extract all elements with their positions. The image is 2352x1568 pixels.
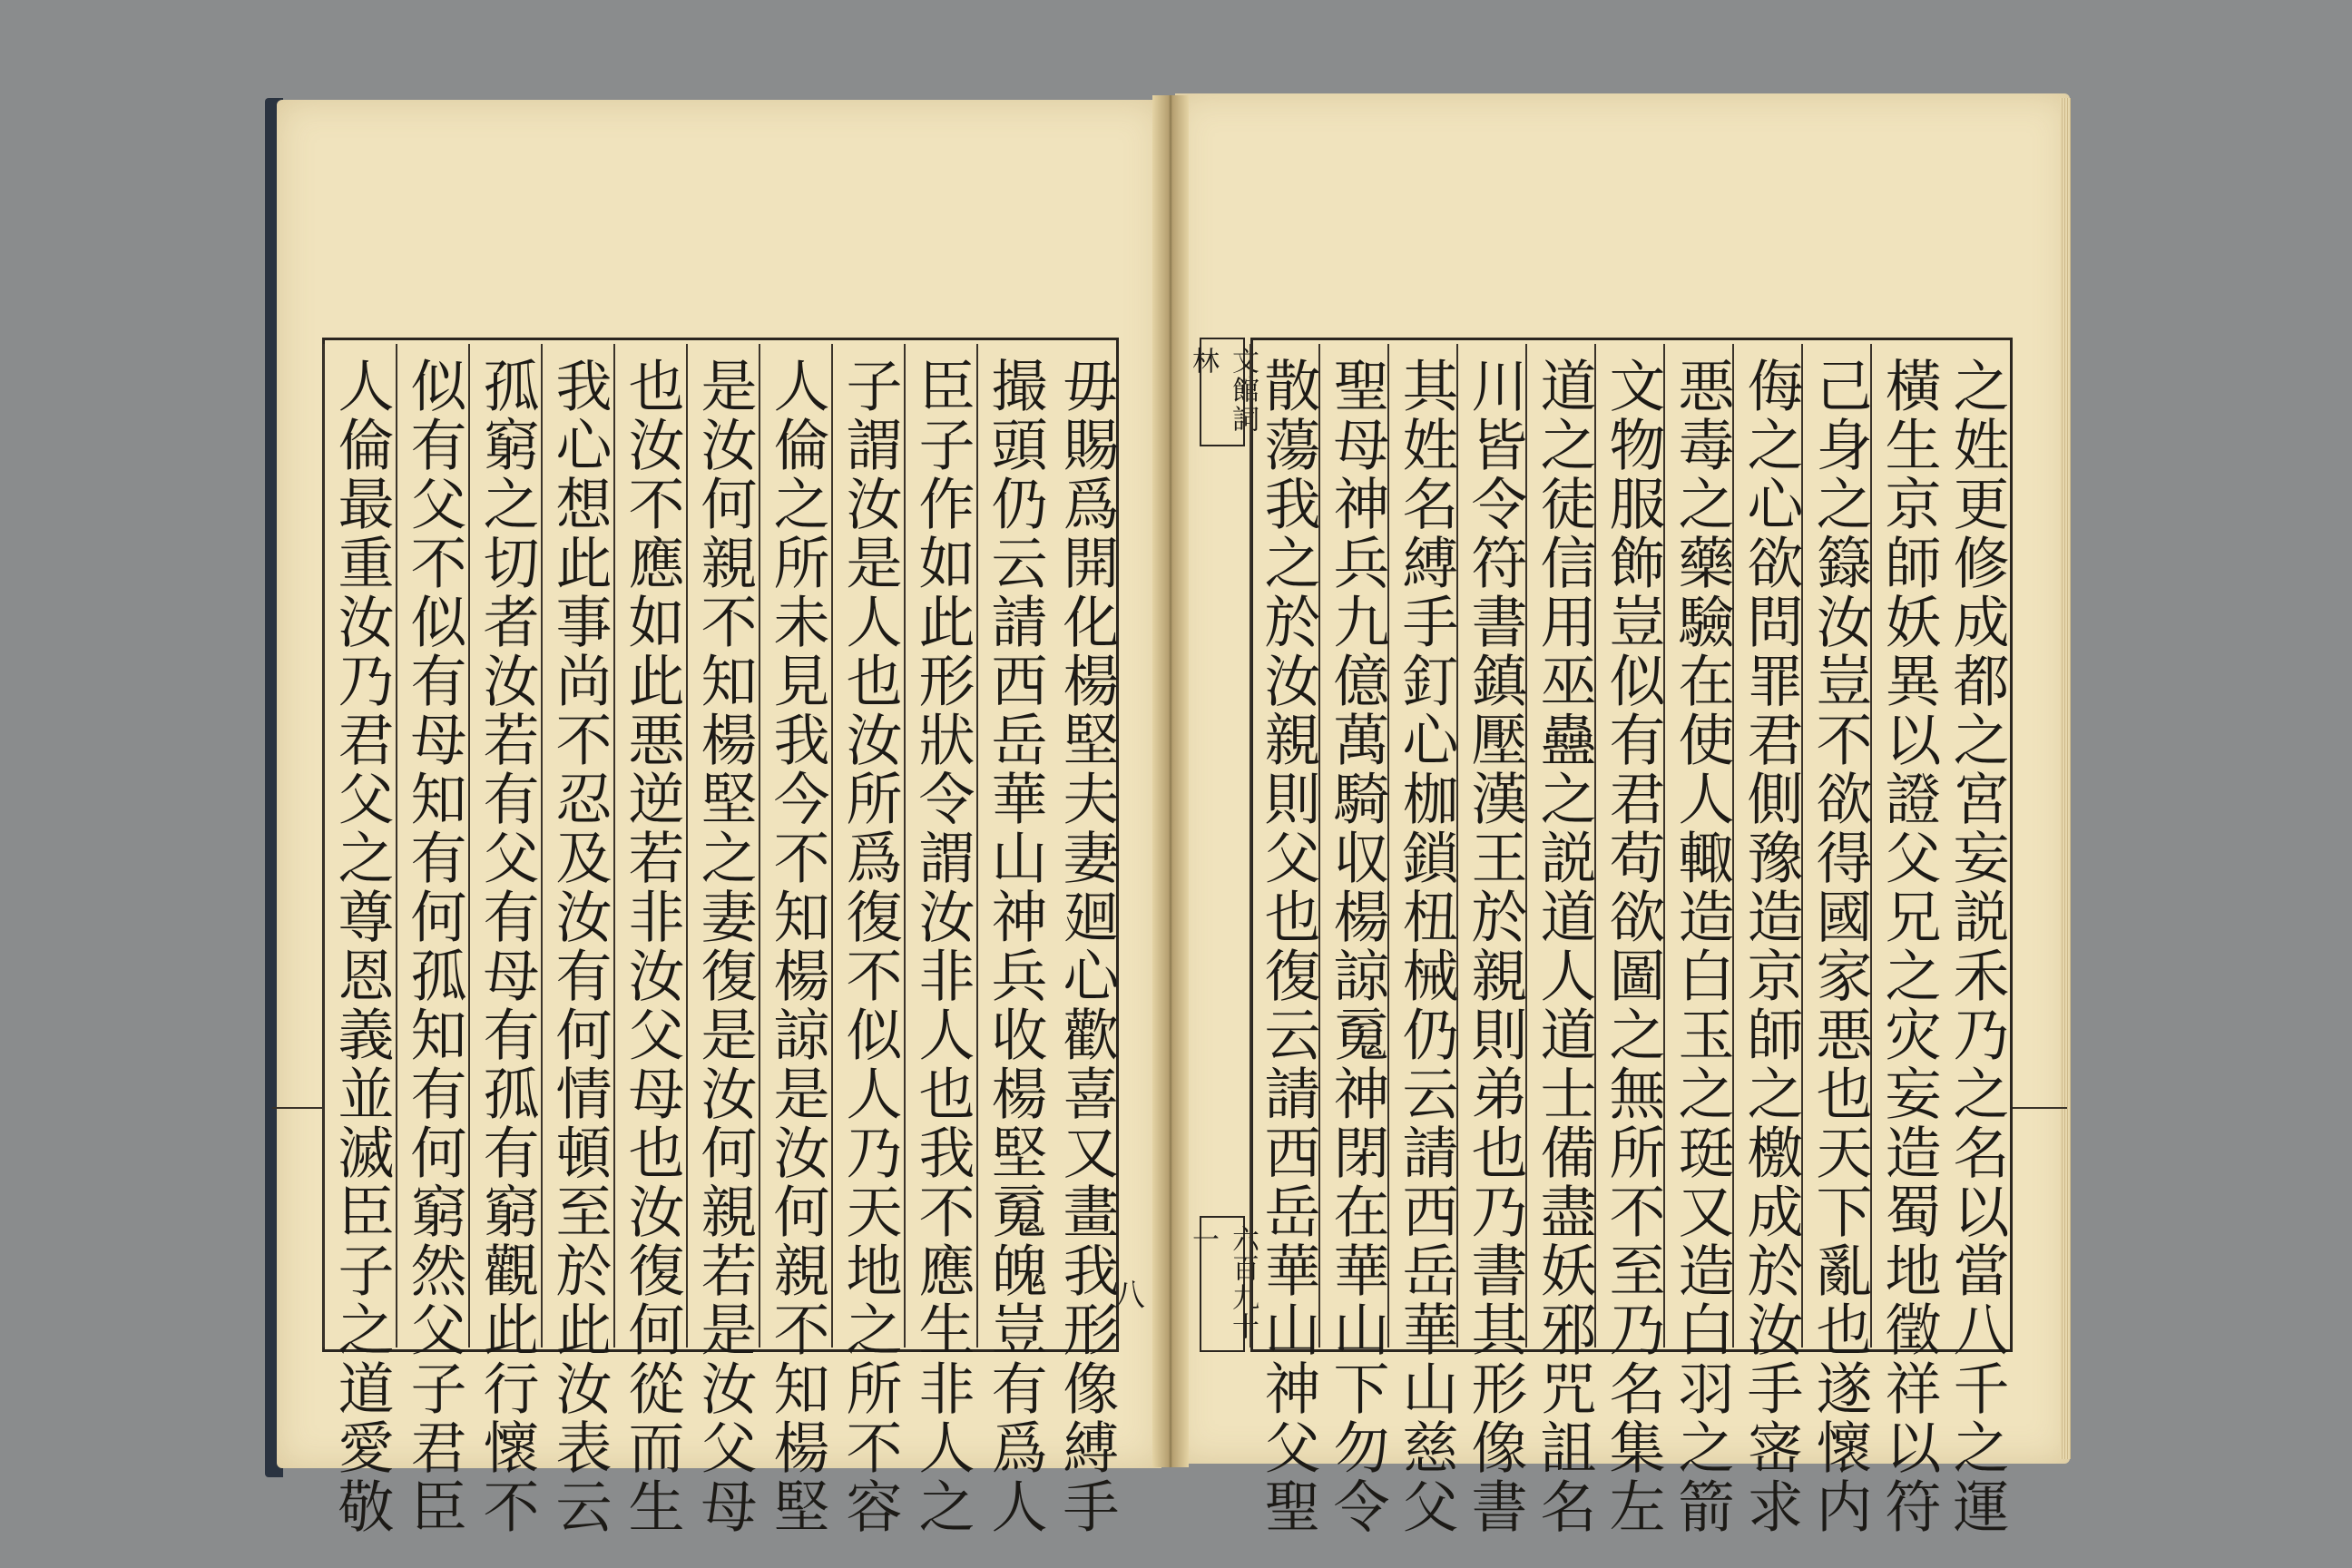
- left-text-frame: [322, 338, 1120, 1536]
- text-column: [613, 344, 688, 1536]
- column-text: 川皆令符書鎮壓漢王於親則弟也乃書其形像書: [1462, 357, 1528, 1536]
- column-text: 孤窮之切者汝若有父有母有孤有窮觀此行懷不: [474, 357, 540, 1536]
- right-text-frame: [1250, 338, 2013, 1536]
- margin-folio-box: [1187, 1216, 1259, 1352]
- text-column: [1939, 344, 2014, 1536]
- column-text: 之姓更修成都之宮妄説禾乃之名以當八千之運: [1944, 357, 2010, 1536]
- text-column: [759, 344, 833, 1536]
- column-text: 似有父不似有母知有何孤知有何窮然父子君臣: [401, 357, 467, 1536]
- text-column: [468, 344, 543, 1536]
- column-text: 人倫之所未見我今不知楊諒是汝何親不知楊堅: [764, 357, 830, 1536]
- margin-rule: [272, 1107, 323, 1109]
- text-column: [396, 344, 470, 1536]
- text-column: [831, 344, 906, 1536]
- column-text: 也汝不應如此悪逆若非汝父母也汝復何從而生: [619, 357, 685, 1536]
- text-column: [1318, 344, 1393, 1536]
- column-text: 毋賜爲開化楊堅夫妻廻心歡喜又畫我形像縛手: [1054, 357, 1120, 1536]
- text-column: [904, 344, 978, 1536]
- margin-title: 文館詞林: [1187, 347, 1259, 434]
- column-text: 散蕩我之於汝親則父也復云請西岳華山神父聖: [1255, 357, 1321, 1536]
- text-column: [1387, 344, 1462, 1536]
- column-text: 子謂汝是人也汝所爲復不似人乃天地之所不容: [837, 357, 903, 1536]
- column-text: 聖母神兵九億萬騎収楊諒䰟神閉在華山下勿令: [1324, 357, 1390, 1536]
- text-column: [323, 344, 397, 1536]
- column-text: 己身之籙汝豈不欲得國家悪也天下亂也遂懷内: [1807, 357, 1873, 1536]
- text-column: [1456, 344, 1531, 1536]
- column-text: 侮之心欲問罪君側豫造京師之檄成於汝手宻求: [1738, 357, 1804, 1536]
- column-text: 臣子作如此形狀令謂汝非人也我不應生非人之: [909, 357, 975, 1536]
- column-text: 撮頭仍云請西岳華山神兵收楊堅䰟魄豈有爲人: [982, 357, 1048, 1536]
- text-column: [1732, 344, 1807, 1536]
- text-column: [976, 344, 1051, 1536]
- page-edges: [2060, 98, 2071, 1459]
- column-text: 悪毒之藥驗在使人輙造白玉之珽又造白羽之箭: [1669, 357, 1735, 1536]
- column-text: 是汝何親不知楊堅之妻復是汝何親若是汝父母: [691, 357, 758, 1536]
- text-column: [541, 344, 615, 1536]
- text-column: [686, 344, 760, 1536]
- margin-rule: [2013, 1107, 2067, 1109]
- text-column: [1525, 344, 1600, 1536]
- margin-folio: 六百九十一: [1187, 1225, 1259, 1341]
- column-text: 道之徒信用巫蠱之説道人道士備盡妖邪咒詛名: [1531, 357, 1597, 1536]
- column-text: 我心想此事尚不忍及汝有何情頓至於此汝表云: [546, 357, 612, 1536]
- text-column: [1801, 344, 1876, 1536]
- text-column: [1594, 344, 1669, 1536]
- text-column: [1663, 344, 1738, 1536]
- column-text: 橫生京師妖異以證父兄之灾妄造蜀地徵祥以符: [1876, 357, 1942, 1536]
- column-text: 人倫最重汝乃君父之尊恩義並滅臣子之道愛敬: [328, 357, 395, 1536]
- leaf-number: 八: [1114, 1278, 1145, 1314]
- column-text: 其姓名縛手釘心枷鎖杻械仍云請西岳華山慈父: [1393, 357, 1459, 1536]
- text-column: [1870, 344, 1945, 1536]
- column-text: 文物服飾豈似有君苟欲圖之無所不至乃名集左: [1600, 357, 1666, 1536]
- text-column: [1049, 344, 1123, 1536]
- margin-title-box: [1187, 338, 1259, 446]
- text-column: [1250, 344, 1324, 1536]
